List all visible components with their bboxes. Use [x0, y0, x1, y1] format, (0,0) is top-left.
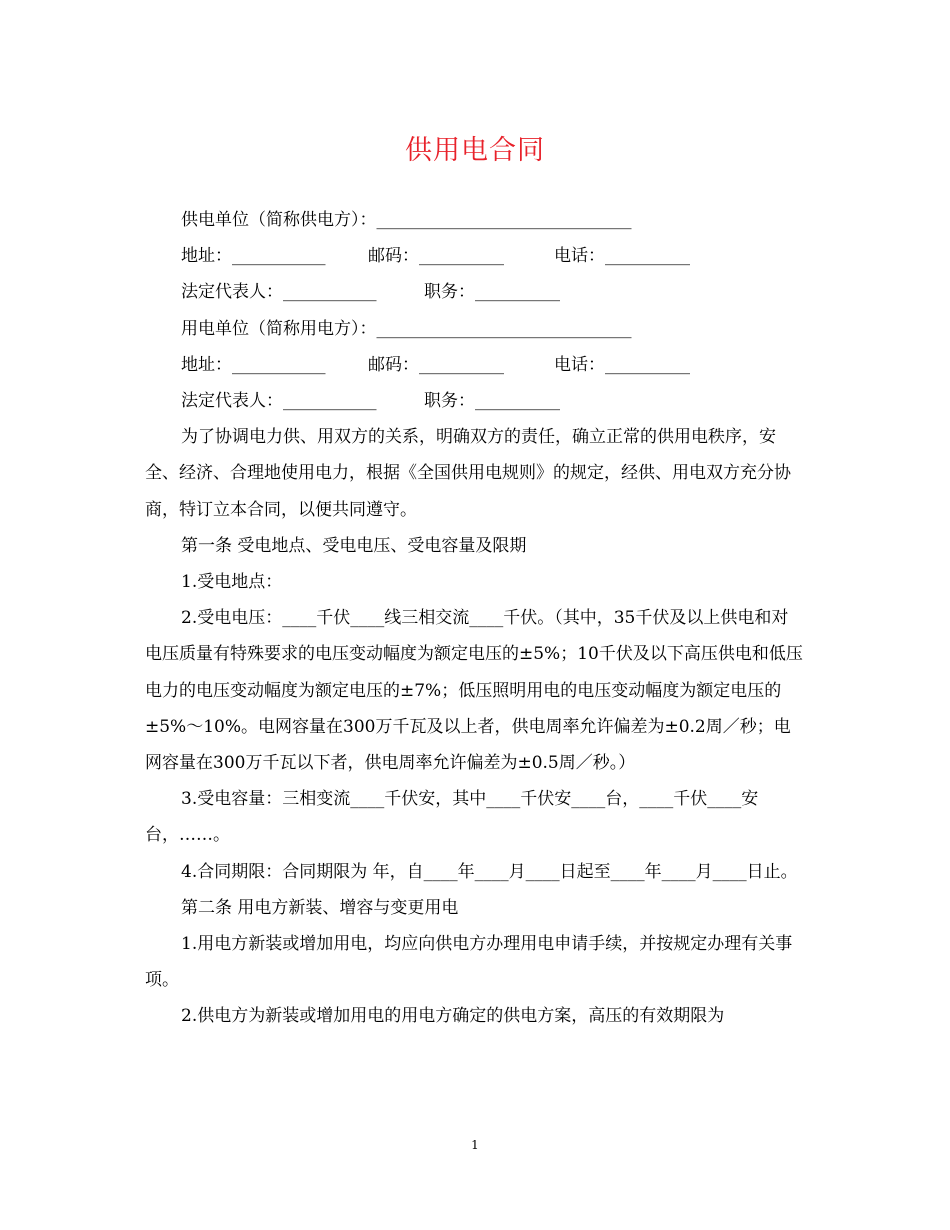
supplier-rep: 法定代表人：___________: [181, 282, 377, 303]
contract-body: [145, 202, 805, 1035]
supplier-title: 职务：__________: [424, 282, 560, 303]
consumer-rep-row: [145, 383, 805, 419]
article-1-heading: 第一条 受电地点、受电电压、受电容量及限期: [181, 535, 527, 556]
article-1-item-2: 2.受电电压：____千伏____线三相交流____千伏。（其中，35千伏及以上供电和对电压质量有特殊要求的电压变动幅度为额定电压的±5%；10千伏及以下高压供电和低压电力的电压变动幅度为额定电压的±7%；低压照明用电的电压变动幅度为额定电压的±5%～10%。电网容量在300万千瓦及以上者，供电周率允许偏差为±0.2周／秒；电网容量在300万千瓦以下者，供电周率允许偏差为±0.5周／秒。）: [145, 608, 803, 774]
consumer-contact-row: [145, 347, 805, 383]
supplier-line: [145, 202, 805, 238]
page-number: 1: [471, 1138, 479, 1152]
supplier-contact-row: [145, 238, 805, 274]
consumer-address: 地址：___________: [181, 354, 326, 375]
supplier-address: 地址：___________: [181, 246, 326, 267]
article-2-item-2: 2.供电方为新装或增加用电的用电方确定的供电方案，高压的有效期限为: [181, 1006, 725, 1027]
supplier-phone: 电话：__________: [554, 246, 690, 267]
consumer-field: 用电单位（简称用电方）：______________________________: [181, 318, 632, 339]
document-title: 供用电合同: [405, 135, 545, 166]
article-2-heading: 第二条 用电方新装、增容与变更用电: [181, 897, 459, 918]
consumer-line: [145, 311, 805, 347]
supplier-rep-row: [145, 274, 805, 310]
consumer-title: 职务：__________: [424, 391, 560, 412]
article-1-item-1: 1.受电地点：: [181, 572, 283, 593]
preamble-paragraph: 为了协调电力供、用双方的关系，明确双方的责任，确立正常的供用电秩序，安全、经济、合理地使用电力，根据《全国供用电规则》的规定，经供、用电双方充分协商，特订立本合同，以便共同遵守。: [145, 427, 791, 520]
article-1-item-4: 4.合同期限：合同期限为 年，自____年____月____日起至____年____月____日止。: [181, 861, 798, 882]
article-1-item-3: 3.受电容量：三相变流____千伏安，其中____千伏安____台，____千伏____安台，……。: [145, 789, 759, 846]
supplier-field: 供电单位（简称供电方）：______________________________: [181, 210, 632, 230]
supplier-postcode: 邮码：__________: [368, 246, 504, 267]
consumer-phone: 电话：__________: [554, 354, 690, 375]
consumer-rep: 法定代表人：___________: [181, 391, 377, 412]
article-2-item-1: 1.用电方新装或增加用电，均应向供电方办理用电申请手续，并按规定办理有关事项。: [145, 934, 793, 991]
consumer-postcode: 邮码：__________: [368, 354, 504, 375]
